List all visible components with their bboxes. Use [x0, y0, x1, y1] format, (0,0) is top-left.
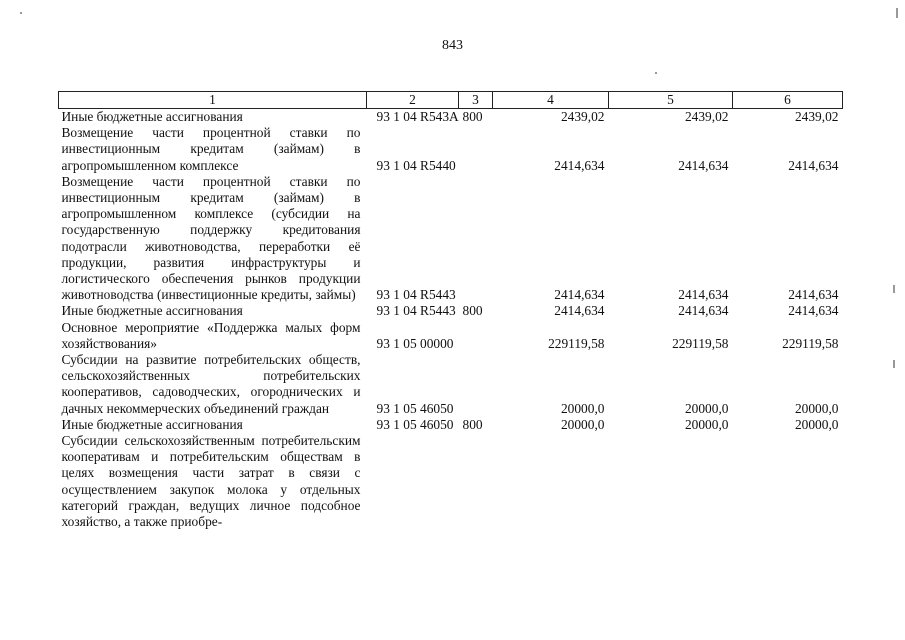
row-name: Субсидии на развитие потребительских обществ, сельскохозяйственных потребительских кооперативов, садоводческих, огороднических и дачных некоммерческих объединений граждан [61, 352, 361, 416]
row-kvr [459, 320, 493, 352]
row-code: 93 1 05 46050 [376, 416, 454, 432]
row-value-4: 2439,02 [560, 109, 605, 124]
scan-speck [20, 12, 22, 14]
row-value-5: 2439,02 [684, 109, 729, 124]
row-kvr [459, 433, 493, 530]
header-cell-6: 6 [733, 92, 843, 109]
row-value-5 [609, 433, 733, 530]
row-value-6: 2414,634 [788, 287, 839, 303]
table-row [59, 320, 843, 352]
row-name: Возмещение части процентной ставки по инвестиционным кредитам (займам) в агропромышленном комплексе (субсидии на государственную поддержку кредитования подотрасли животноводства, переработки её продукции, развития инфраструктуры и логистического обеспечения рынков продукции животноводства (инвестиционные кредиты, займы) [61, 173, 361, 303]
row-value-4: 2414,634 [554, 287, 605, 303]
row-kvr: 800 [462, 416, 483, 432]
row-code: 93 1 04 R5440 [376, 157, 456, 173]
row-value-4: 2414,634 [554, 157, 605, 173]
scan-speck [655, 72, 657, 74]
row-kvr: 800 [462, 109, 483, 124]
row-code: 93 1 04 R543А [376, 109, 459, 124]
row-name: Иные бюджетные ассигнования [61, 416, 243, 432]
row-value-6: 20000,0 [794, 400, 839, 416]
row-value-6: 20000,0 [794, 416, 839, 432]
row-name: Иные бюджетные ассигнования [61, 109, 243, 124]
table-row [59, 303, 843, 319]
row-name: Возмещение части процентной ставки по инвестиционным кредитам (займам) в агропромышленном комплексе [61, 125, 361, 173]
header-cell-4: 4 [493, 92, 609, 109]
row-value-5: 229119,58 [672, 335, 729, 351]
row-code: 93 1 05 46050 [376, 400, 454, 416]
row-value-6: 2439,02 [794, 109, 839, 124]
table-row [59, 352, 843, 417]
row-name: Основное мероприятие «Поддержка малых форм хозяйствования» [61, 319, 361, 351]
row-value-6: 2414,634 [788, 157, 839, 173]
table-row [59, 125, 843, 174]
row-value-4: 2414,634 [554, 303, 605, 319]
header-cell-5: 5 [609, 92, 733, 109]
header-cell-1: 1 [59, 92, 367, 109]
scan-speck [893, 360, 895, 368]
row-kvr [459, 352, 493, 417]
row-value-4 [493, 433, 609, 530]
row-value-6: 229119,58 [782, 335, 839, 351]
row-value-5: 2414,634 [678, 303, 729, 319]
row-name: Субсидии сельскохозяйственным потребительским кооперативам и потребительским обществам в целях возмещения части затрат в связи с осуществлением закупок молока у отдельных категорий граждан, ведущих личное подсобное хозяйство, а также приобре- [61, 433, 361, 530]
row-value-5: 20000,0 [684, 400, 729, 416]
row-value-4: 20000,0 [560, 400, 605, 416]
row-value-6 [733, 433, 843, 530]
table-row [59, 174, 843, 304]
row-code: 93 1 04 R5443 [376, 303, 456, 319]
row-code: 93 1 05 00000 [376, 335, 454, 351]
header-cell-3: 3 [459, 92, 493, 109]
budget-table [58, 91, 843, 530]
row-value-5: 20000,0 [684, 416, 729, 432]
row-code: 93 1 04 R5443 [376, 287, 456, 303]
scan-speck [893, 285, 895, 293]
header-cell-2: 2 [367, 92, 459, 109]
scan-speck [896, 8, 898, 18]
row-value-5: 2414,634 [678, 287, 729, 303]
table-row [59, 109, 843, 126]
row-kvr: 800 [462, 303, 483, 319]
table-row [59, 417, 843, 433]
row-kvr [459, 174, 493, 304]
page-number: 843 [442, 38, 463, 53]
row-value-4: 20000,0 [560, 416, 605, 432]
row-value-4: 229119,58 [548, 335, 605, 351]
table-row [59, 433, 843, 530]
row-name: Иные бюджетные ассигнования [61, 303, 243, 319]
header-row [59, 92, 843, 109]
row-kvr [459, 125, 493, 174]
row-code [367, 433, 459, 530]
row-value-6: 2414,634 [788, 303, 839, 319]
row-value-5: 2414,634 [678, 157, 729, 173]
